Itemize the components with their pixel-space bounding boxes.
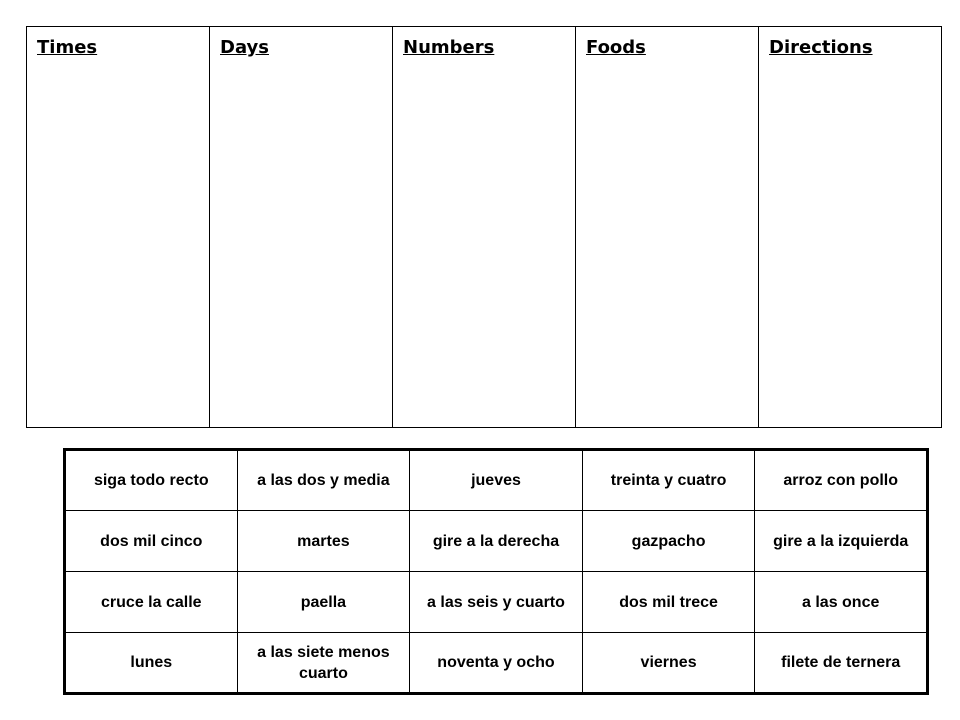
word-cell: cruce la calle — [65, 572, 238, 633]
word-cell: viernes — [582, 633, 755, 694]
word-cell: noventa y ocho — [410, 633, 583, 694]
category-sorting-table — [26, 26, 942, 428]
category-times: Times — [27, 27, 210, 428]
word-cell: treinta y cuatro — [582, 450, 755, 511]
category-days: Days — [210, 27, 393, 428]
word-cell: arroz con pollo — [755, 450, 928, 511]
word-cell: gire a la izquierda — [755, 511, 928, 572]
category-directions: Directions — [759, 27, 942, 428]
table-row — [65, 450, 928, 511]
word-cell: dos mil cinco — [65, 511, 238, 572]
table-row — [65, 633, 928, 694]
word-cell: siga todo recto — [65, 450, 238, 511]
word-cell: a las once — [755, 572, 928, 633]
category-numbers: Numbers — [393, 27, 576, 428]
word-cell: martes — [237, 511, 410, 572]
word-cell: gazpacho — [582, 511, 755, 572]
category-header-row — [27, 27, 942, 428]
table-row — [65, 572, 928, 633]
word-cell: dos mil trece — [582, 572, 755, 633]
word-cell: paella — [237, 572, 410, 633]
table-row — [65, 511, 928, 572]
word-cell: jueves — [410, 450, 583, 511]
word-cell: gire a la derecha — [410, 511, 583, 572]
word-cell: a las dos y media — [237, 450, 410, 511]
word-bank-table — [63, 448, 929, 695]
category-foods: Foods — [576, 27, 759, 428]
word-cell: filete de ternera — [755, 633, 928, 694]
word-cell: a las seis y cuarto — [410, 572, 583, 633]
word-cell: a las siete menos cuarto — [237, 633, 410, 694]
word-cell: lunes — [65, 633, 238, 694]
